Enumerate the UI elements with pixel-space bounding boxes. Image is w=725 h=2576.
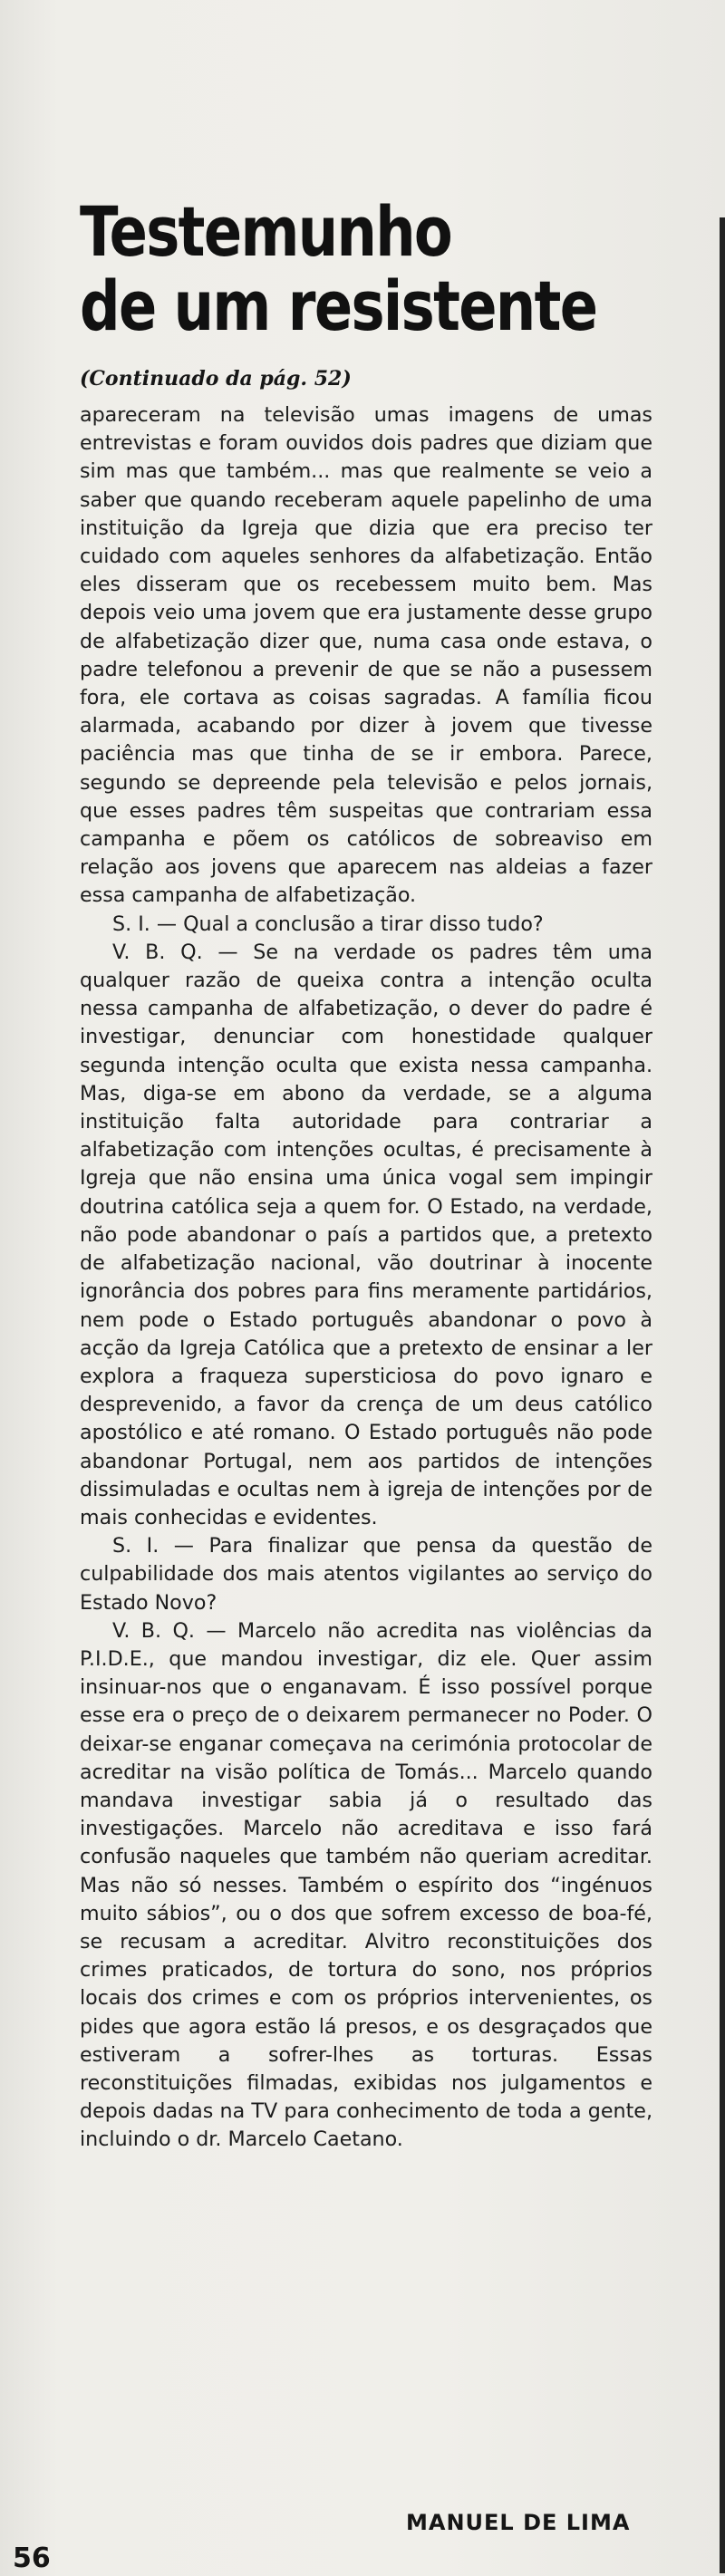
page-number: 56 xyxy=(13,2542,51,2574)
article-body xyxy=(80,401,652,2155)
article xyxy=(80,191,652,2155)
question-2: S. I. — Para finalizar que pensa da questão de culpabilidade dos mais atentos vigilantes ao serviço do Estado Novo? xyxy=(80,1534,652,1615)
article-title xyxy=(80,191,660,346)
title-line-2: de um resistente xyxy=(80,265,597,346)
paragraph-intro: apareceram na televisão umas imagens de umas entrevistas e foram ouvidos dois padres que diziam que sim mas que também... mas que realmente se veio a saber que quando receberam aquele papelinho de uma instituição da Igreja que dizia que era preciso ter cuidado com aqueles senhores da alfabetização. Então eles disseram que os recebessem muito bem. Mas depois veio uma jovem que era justamente desse grupo de alfabetização dizer que, numa casa onde estava, o padre telefonou a prevenir de que se não a pusessem fora, ele cortava as coisas sagradas. A família ficou alarmada, acabando por dizer à jovem que tivesse paciência mas que tinha de se ir embora. Parece, segundo se depreende pela televisão e pelos jornais, que esses padres têm suspeitas que contrariam essa campanha e põem os católicos de sobreaviso em relação aos jovens que aparecem nas aldeias a fazer essa campanha de alfabetização. xyxy=(80,403,652,908)
continued-from-note: (Continuado da pág. 52) xyxy=(80,367,352,391)
right-edge-rule xyxy=(720,217,725,2573)
answer-1: V. B. Q. — Se na verdade os padres têm uma qualquer razão de queixa contra a intenção oculta nessa campanha de alfabetização, o dever do padre é investigar, denunciar com honestidade qualquer segunda intenção oculta que exista nessa campanha. Mas, diga-se em abono da verdade, se a alguma instituição falta autoridade para contrariar a alfabetização com intenções ocultas, é precisamente à Igreja que não ensina uma única vogal sem impingir doutrina católica seja a quem for. O Estado, na verdade, não pode abandonar o país a partidos que, a pretexto de alfabetização nacional, vão doutrinar à inocente ignorância dos pobres para fins meramente partidários, nem pode o Estado português abandonar o povo à acção da Igreja Católica que a pretexto de ensinar a ler explora a fraqueza supersticiosa do povo ignaro e desprevenido, a favor da crença de um deus católico apostólico e até romano. O Estado português não pode abandonar Portugal, nem aos partidos de intenções dissimuladas e ocultas nem à igreja de intenções por de mais conhecidas e evidentes. xyxy=(80,940,652,1529)
question-1: S. I. — Qual a conclusão a tirar disso tudo? xyxy=(112,912,544,936)
answer-2: V. B. Q. — Marcelo não acredita nas violências da P.I.D.E., que mandou investigar, diz ele. Quer assim insinuar-nos que o enganavam. É isso possível porque esse era o preço de o deixarem permanecer no Poder. O deixar-se enganar começava na cerimónia protocolar de acreditar na visão política de Tomás... Marcelo quando mandava investigar sabia já o resultado das investigações. Marcelo não acreditava e isso fará confusão naqueles que também não queriam acreditar. Mas não só nesses. Também o espírito dos “ingénuos muito sábios”, ou o dos que sofrem excesso de boa-fé, se recusam a acreditar. Alvitro reconstituições dos crimes praticados, de tortura do sono, nos próprios locais dos crimes e com os próprios intervenientes, os pides que agora estão lá presos, e os desgraçados que estiveram a sofrer-lhes as torturas. Essas reconstituições filmadas, exibidas nos julgamentos e depois dadas na TV para conhecimento de toda a gente, incluindo o dr. Marcelo Caetano. xyxy=(80,1618,652,2152)
title-line-1: Testemunho xyxy=(80,191,452,272)
author-signature: MANUEL DE LIMA xyxy=(406,2510,631,2535)
